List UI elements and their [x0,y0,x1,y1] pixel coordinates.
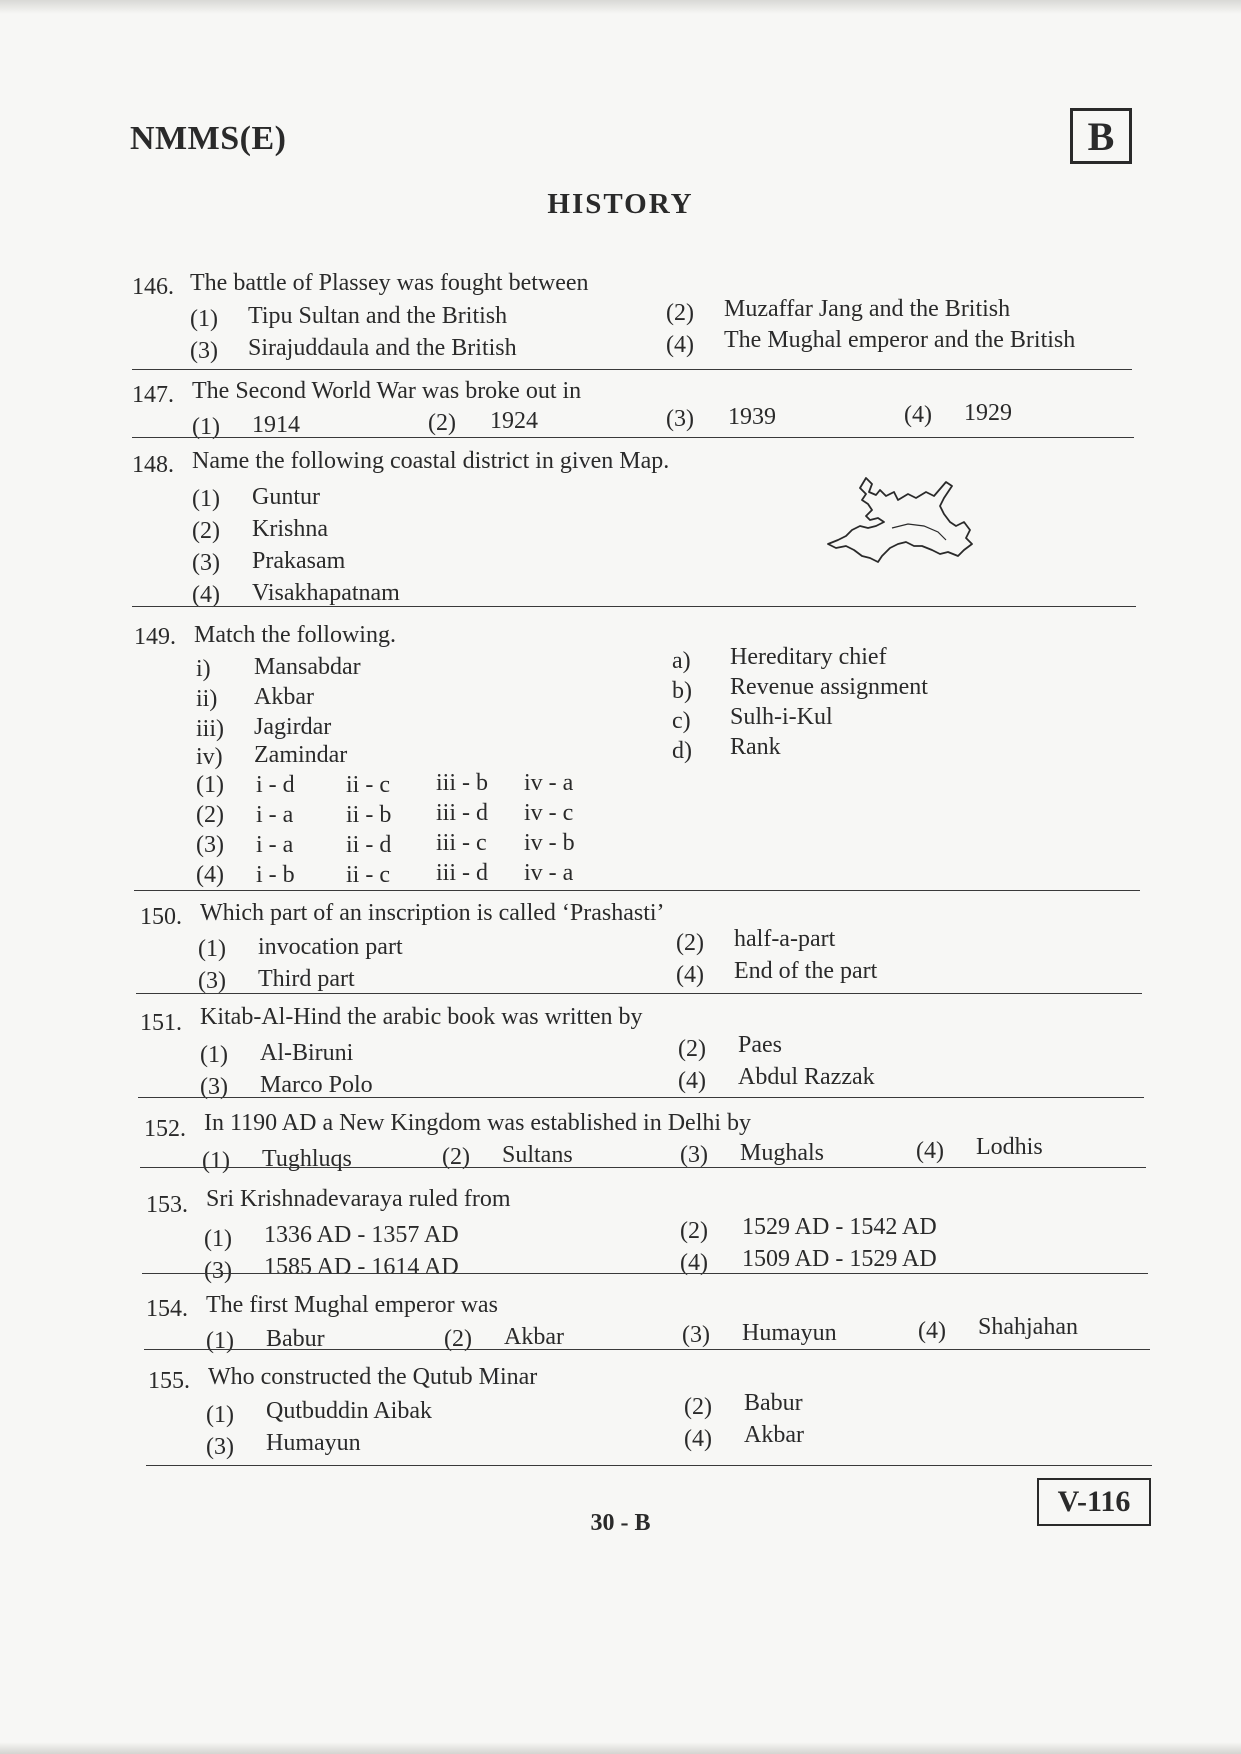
option-marker: (4) [904,402,932,428]
option-marker: (1) [206,1402,234,1428]
match-i: i - a [256,802,294,828]
option-marker: (1) [190,306,218,332]
option-marker: (1) [198,936,226,962]
question-text: Who constructed the Qutub Minar [208,1364,538,1390]
option-marker: (1) [206,1328,234,1354]
option-text: Paes [738,1032,782,1058]
option-text: Tughluqs [262,1146,352,1172]
option-text: Humayun [266,1430,361,1456]
option-text: invocation part [258,934,403,960]
list-ii-text: Revenue assignment [730,674,928,700]
question-divider [132,437,1134,438]
option-text: Lodhis [976,1134,1043,1160]
option-marker: (4) [918,1318,946,1344]
option-marker: (2) [442,1144,470,1170]
scan-edge-top [0,0,1241,14]
option-text: Sirajuddaula and the British [248,335,517,361]
question-text: In 1190 AD a New Kingdom was established in Delhi by [204,1110,752,1136]
exam-code: NMMS(E) [130,120,287,157]
match-ii: ii - c [346,862,390,888]
question-divider [132,606,1136,607]
option-marker: (3) [190,338,218,364]
question-text: Kitab-Al-Hind the arabic book was written by [200,1004,643,1030]
option-marker: (4) [680,1250,708,1276]
list-i-marker: ii) [196,686,218,712]
option-marker: (2) [192,518,220,544]
option-marker: (2) [428,410,456,436]
question-divider [138,1097,1144,1098]
option-text: Tipu Sultan and the British [248,303,508,329]
list-i-text: Zamindar [254,742,348,768]
list-i-text: Jagirdar [254,714,332,740]
match-iii: iii - d [436,860,488,886]
match-ii: ii - b [346,802,392,828]
question-text: Name the following coastal district in given Map. [192,448,670,474]
option-text: Humayun [742,1320,837,1346]
option-text: Al-Biruni [260,1040,354,1066]
option-marker: (1) [192,414,220,440]
match-ii: ii - d [346,832,392,858]
question-number: 150. [140,904,182,930]
option-text: Shahjahan [978,1314,1078,1340]
question-text: The battle of Plassey was fought between [190,270,589,296]
question-text: Match the following. [194,622,396,648]
question-number: 155. [148,1368,190,1394]
list-i-text: Akbar [254,684,314,710]
match-iii: iii - b [436,770,488,796]
question-divider [144,1349,1150,1350]
list-i-marker: iv) [196,744,223,770]
question-divider [140,1167,1146,1168]
option-text: 1929 [964,400,1012,426]
option-text: Muzaffar Jang and the British [724,296,1011,322]
list-ii-marker: b) [672,678,692,704]
option-text: half-a-part [734,926,836,952]
option-text: Krishna [252,516,328,542]
list-i-marker: iii) [196,716,224,742]
option-text: Akbar [744,1422,804,1448]
question-text: The first Mughal emperor was [206,1292,498,1318]
option-text: Mughals [740,1140,824,1166]
match-i: i - b [256,862,295,888]
option-marker: (4) [678,1068,706,1094]
option-text: The Mughal emperor and the British [724,327,1076,353]
list-ii-marker: a) [672,648,691,674]
list-ii-text: Rank [730,734,781,760]
option-marker: (4) [192,582,220,608]
option-marker: (2) [680,1218,708,1244]
option-marker: (3) [200,1074,228,1100]
section-title: HISTORY [547,188,694,220]
option-marker: (2) [666,300,694,326]
match-iv: iv - a [524,860,574,886]
question-number: 146. [132,274,174,300]
option-text: 1585 AD - 1614 AD [264,1254,459,1280]
option-marker: (2) [678,1036,706,1062]
match-i: i - a [256,832,294,858]
option-marker: (4) [666,332,694,358]
option-text: Babur [744,1390,803,1416]
option-text: 1939 [728,404,776,430]
option-text: Visakhapatnam [252,580,400,606]
question-number: 148. [132,452,174,478]
list-i-marker: i) [196,656,211,682]
option-marker: (3) [196,832,224,858]
option-marker: (4) [676,962,704,988]
option-text: Guntur [252,484,320,510]
district-map-outline [822,470,992,580]
option-marker: (1) [202,1148,230,1174]
question-text: The Second World War was broke out in [192,378,582,404]
option-marker: (2) [676,930,704,956]
match-iii: iii - d [436,800,488,826]
question-number: 149. [134,624,176,650]
scan-edge-bottom [0,1742,1241,1754]
question-divider [132,369,1132,370]
option-marker: (3) [682,1322,710,1348]
list-ii-text: Hereditary chief [730,644,887,670]
option-marker: (1) [200,1042,228,1068]
page-number: 30 - B [590,1510,651,1536]
question-divider [136,993,1142,994]
option-marker: (3) [666,406,694,432]
option-marker: (1) [204,1226,232,1252]
option-text: 1509 AD - 1529 AD [742,1246,937,1272]
option-text: 1336 AD - 1357 AD [264,1222,459,1248]
question-text: Which part of an inscription is called ‘Prashasti’ [200,900,665,926]
question-number: 147. [132,382,174,408]
match-ii: ii - c [346,772,390,798]
match-iii: iii - c [436,830,487,856]
question-text: Sri Krishnadevaraya ruled from [206,1186,511,1212]
question-number: 151. [140,1010,182,1036]
option-marker: (3) [680,1142,708,1168]
option-text: 1924 [490,408,538,434]
option-text: Abdul Razzak [738,1064,875,1090]
option-marker: (3) [204,1258,232,1284]
option-marker: (2) [444,1326,472,1352]
option-text: 1529 AD - 1542 AD [742,1214,937,1240]
option-marker: (3) [198,968,226,994]
question-divider [142,1273,1148,1274]
question-divider [134,890,1140,891]
option-text: Sultans [502,1142,573,1168]
question-number: 153. [146,1192,188,1218]
list-ii-marker: c) [672,708,691,734]
match-i: i - d [256,772,295,798]
option-marker: (4) [196,862,224,888]
option-marker: (2) [196,802,224,828]
option-marker: (4) [916,1138,944,1164]
question-number: 152. [144,1116,186,1142]
option-text: Babur [266,1326,325,1352]
option-text: Akbar [504,1324,564,1350]
option-text: Qutbuddin Aibak [266,1398,432,1424]
option-text: Prakasam [252,548,346,574]
question-number: 154. [146,1296,188,1322]
booklet-set-badge: B [1070,108,1132,164]
match-iv: iv - b [524,830,575,856]
match-iv: iv - a [524,770,574,796]
option-marker: (3) [192,550,220,576]
question-divider [146,1465,1152,1466]
option-marker: (1) [196,772,224,798]
option-marker: (4) [684,1426,712,1452]
option-text: Third part [258,966,355,992]
option-text: Marco Polo [260,1072,373,1098]
option-text: 1914 [252,412,300,438]
list-ii-text: Sulh-i-Kul [730,704,833,730]
option-marker: (3) [206,1434,234,1460]
list-ii-marker: d) [672,738,692,764]
option-text: End of the part [734,958,878,984]
match-iv: iv - c [524,800,574,826]
option-marker: (2) [684,1394,712,1420]
option-marker: (1) [192,486,220,512]
list-i-text: Mansabdar [254,654,361,680]
paper-code-badge: V-116 [1037,1478,1151,1526]
